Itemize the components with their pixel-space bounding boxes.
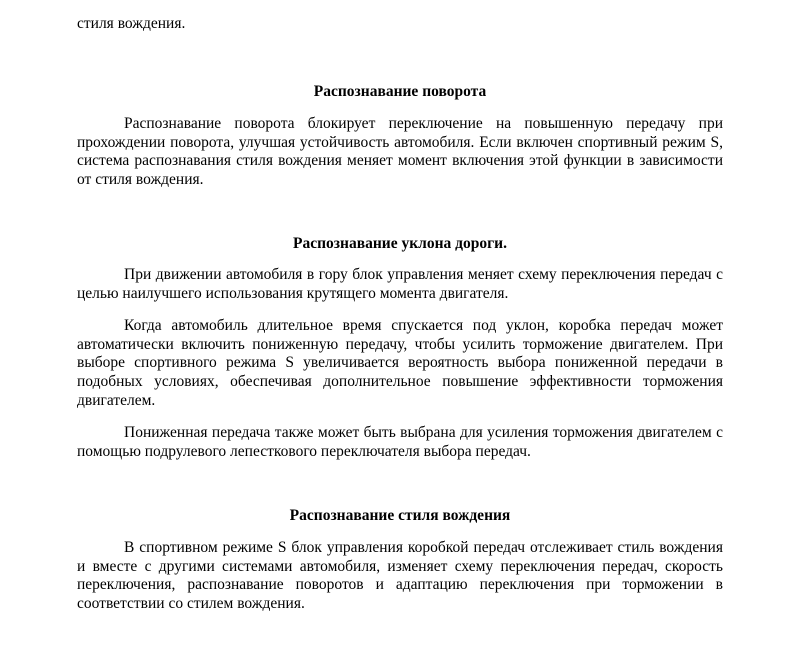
continued-text-fragment: стиля вождения. [77,15,186,32]
section-heading-slope-recognition: Распознавание уклона дороги. [293,235,507,252]
paragraph-driving-style: В спортивном режиме S блок управления коробкой передач отслеживает стиль вождения и вместе с другими системами автомобиля, изменяет схему переключения передач, скорость переключения, распознавание поворотов и адаптацию переключения при торможении в соответствии со стилем вождения. [77,539,723,613]
paragraph-paddle-shifter: Пониженная передача также может быть выбрана для усиления торможения двигателем с помощью подрулевого лепесткового переключателя выбора передач. [77,424,723,460]
paragraph-downhill: Когда автомобиль длительное время спускается под уклон, коробка передач может автоматически включить пониженную передачу, чтобы усилить торможение двигателем. При выборе спортивного режима S увеличивается вероятность выбора пониженной передачи в подобных условиях, обеспечивая дополнительное повышение эффективности торможения двигателем. [77,317,723,409]
section-heading-turn-recognition: Распознавание поворота [313,83,487,100]
section-heading-driving-style-recognition: Распознавание стиля вождения [289,507,511,524]
paragraph-uphill: При движении автомобиля в гору блок управления меняет схему переключения передач с целью наилучшего использования крутящего момента двигателя. [77,266,723,302]
paragraph-turn-recognition: Распознавание поворота блокирует переключение на повышенную передачу при прохождении поворота, улучшая устойчивость автомобиля. Если включен спортивный режим S, система распознавания стиля вождения меняет момент включения этой функции в зависимости от стиля вождения. [77,115,723,189]
